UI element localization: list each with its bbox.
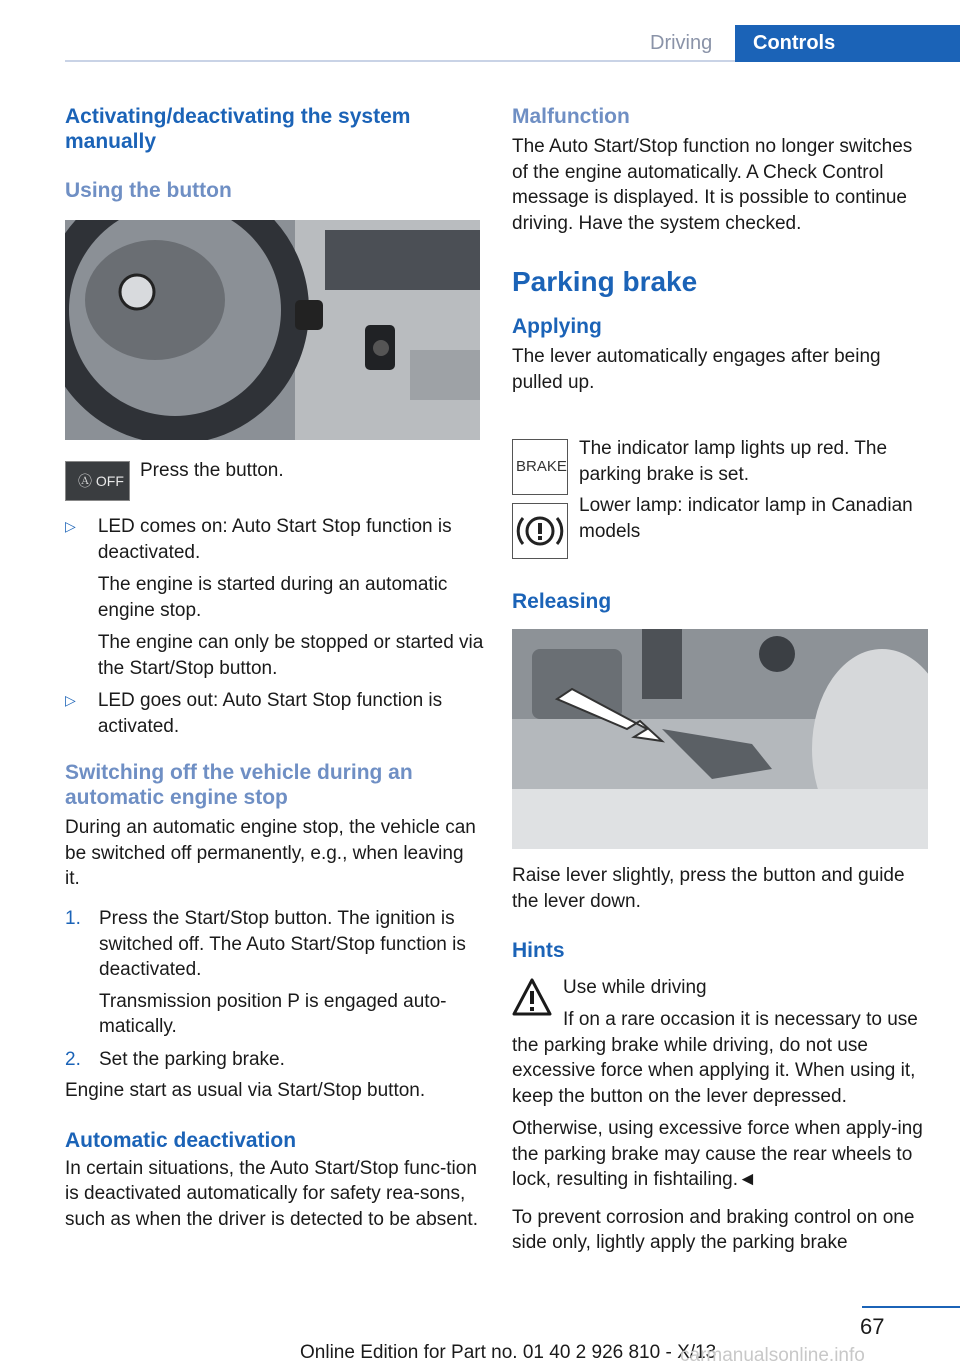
heading-using-button: Using the button (65, 179, 232, 202)
malfunction-text: The Auto Start/Stop function no longer switches of the engine automatically. A Check Control message is displayed. It is possible to continue driving. Have the system checked. (512, 136, 913, 234)
heading-releasing: Releasing (512, 590, 612, 613)
auto-off-button-icon (65, 461, 130, 501)
switching-text: During an automatic engine stop, the vehicle can be switched off permanently, e.g., when leaving it. (65, 817, 476, 889)
step-subtext: Transmission position P is engaged auto‐matically. (99, 990, 447, 1037)
heading-automatic-deactivation: Automatic deactivation (65, 1128, 297, 1152)
raise-lever-text: Raise lever slightly, press the button and guide the lever down. (512, 865, 905, 912)
footer-rule (862, 1306, 960, 1308)
applying-text: The lever automatically engages after being pulled up. (512, 346, 881, 393)
bullet-subtext: The engine is started during an automatic engine stop. (97, 574, 448, 621)
auto-off-button-icon-label: Ⓐ OFF (78, 473, 124, 489)
bullet-text: LED comes on: Auto Start Stop function is deactivated. (97, 516, 452, 563)
step-text: Set the parking brake. (99, 1048, 285, 1070)
bullet-triangle-icon: ▷ (65, 518, 76, 534)
step-number: 1. (65, 908, 81, 929)
bullet-item (65, 514, 485, 681)
right-column-top (512, 104, 930, 395)
brake-indicator-icon-label: BRAKE (516, 458, 567, 475)
heading-malfunction: Malfunction (512, 105, 630, 128)
bullet-list (65, 514, 485, 739)
header-section: Driving (650, 32, 713, 54)
releasing-heading-block (512, 589, 930, 614)
footer-edition: Online Edition for Part no. 01 40 2 926 810 - X/13 (300, 1342, 717, 1363)
lower-lamp-text: Lower lamp: indicator lamp in Canadian models (579, 495, 913, 542)
header-chapter-label: Controls (753, 32, 836, 54)
heading-hints: Hints (512, 939, 565, 962)
step-number: 2. (65, 1048, 81, 1070)
watermark: carmanualsonline.info (680, 1345, 865, 1366)
heading-applying: Applying (512, 315, 602, 338)
bullet-text: LED goes out: Auto Start Stop function is activated. (97, 690, 443, 737)
header-chapter-tab (735, 25, 960, 62)
indicator-text-block (579, 436, 939, 487)
heading-parking-brake: Parking brake (512, 266, 698, 297)
heading-switching-off: Switching off the vehicle during an automatic engine stop (65, 761, 413, 809)
page-number: 67 (860, 1314, 885, 1339)
bullet-triangle-icon: ▷ (65, 692, 76, 708)
step-item (65, 906, 485, 1040)
indicator-text: The indicator lamp lights up red. The parking brake is set. (579, 438, 888, 485)
warning-body (512, 1007, 930, 1256)
warning-text: If on a rare occasion it is necessary to use the parking brake while driving, do not use excessive force when applying it. When using it, keep the button on the lever depressed. (512, 1009, 918, 1107)
heading-activating: Activating/deactivating the system manually (65, 105, 411, 153)
switching-section (65, 760, 480, 892)
step-list (65, 906, 485, 1232)
brake-indicator-icon (512, 439, 568, 495)
prevent-text: To prevent corrosion and braking control on one side only, lightly apply the parking brake (512, 1206, 915, 1253)
press-button-text (140, 458, 440, 484)
automatic-deactivation-text: In certain situations, the Auto Start/Stop func‐tion is deactivated automatically for safety rea‐sons, such as when the driver is detected to be absent. (65, 1157, 478, 1230)
press-button-label: Press the button. (140, 460, 284, 481)
bullet-subtext: The engine can only be stopped or started via the Start/Stop button. (97, 632, 484, 679)
left-column (65, 104, 483, 203)
warning-title-block (563, 975, 933, 1001)
lower-lamp-text-block (579, 493, 939, 544)
right-column-bottom (512, 863, 930, 963)
parking-brake-photo (512, 629, 928, 849)
step-item (65, 1047, 485, 1073)
canadian-brake-indicator-icon (512, 503, 568, 559)
step-text: Press the Start/Stop button. The ignition is switched off. The Auto Start/Stop function is deactivated. (99, 908, 466, 980)
steering-wheel-photo (65, 220, 480, 440)
engine-start-text: Engine start as usual via Start/Stop button. (65, 1080, 426, 1101)
warning-title: Use while driving (563, 977, 707, 998)
otherwise-text: Otherwise, using excessive force when apply‐ing the parking brake may cause the rear wheels to lock, resulting in fishtailing.◄ (512, 1118, 923, 1190)
bullet-item (65, 688, 485, 739)
